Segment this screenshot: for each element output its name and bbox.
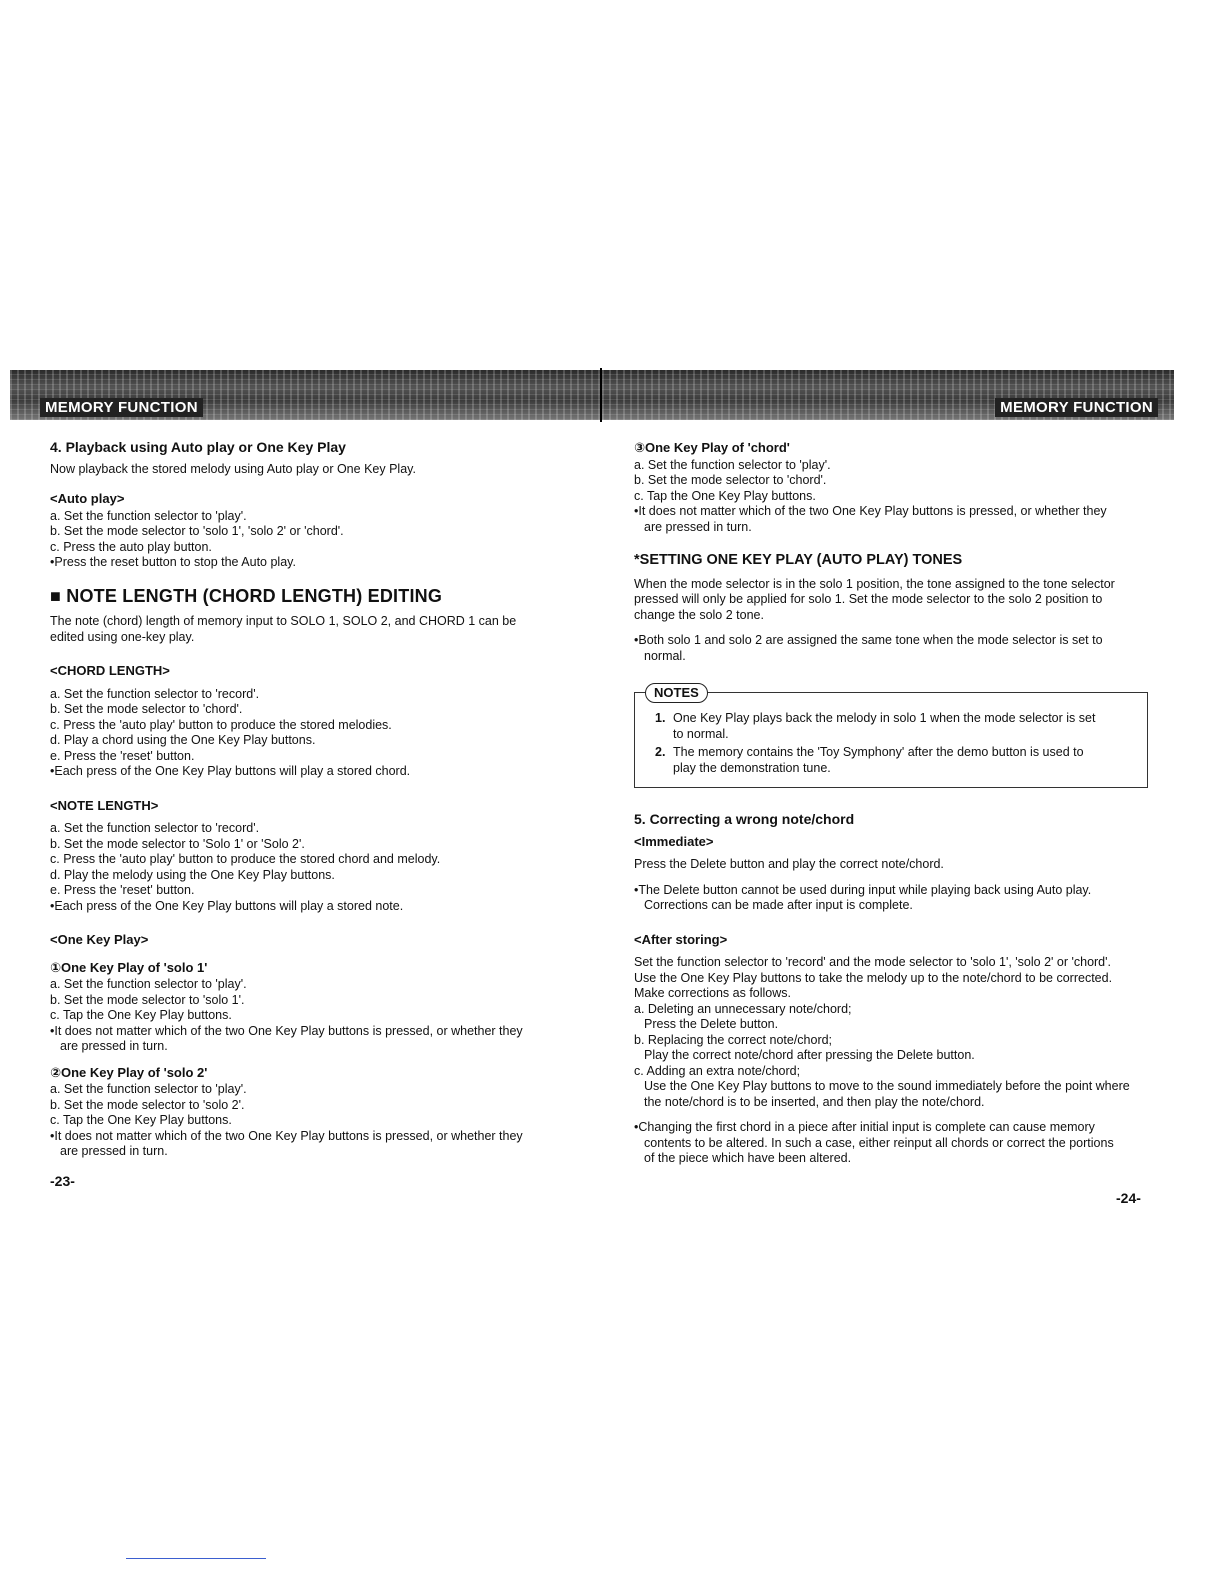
step: c. Tap the One Key Play buttons. [50,1113,232,1127]
step-note: •It does not matter which of the two One Key Play buttons is pressed, or whether they [634,504,1107,518]
step: d. Play the melody using the One Key Play buttons. [50,867,335,882]
step-note: •It does not matter which of the two One Key Play buttons is pressed, or whether they [50,1128,523,1143]
chord-okp-steps [634,458,1154,536]
note-length-steps [50,821,570,914]
text-line: Corrections can be made after input is complete. [644,898,913,912]
step: b. Set the mode selector to 'solo 1', 'solo 2' or 'chord'. [50,524,344,538]
immediate-note [634,883,1154,914]
step: a. Set the function selector to 'record'. [50,686,260,701]
note-number: 1. [655,711,666,725]
note-length-title: ■ NOTE LENGTH (CHORD LENGTH) EDITING [50,585,443,606]
step: a. Set the function selector to 'play'. [50,508,247,523]
note-length-heading: <NOTE LENGTH> [50,797,159,813]
step: c. Tap the One Key Play buttons. [634,488,816,503]
text-line: •Changing the first chord in a piece after initial input is complete can cause memory [634,1120,1095,1134]
step: a. Set the function selector to 'play'. [50,1082,247,1096]
section-4-title: 4. Playback using Auto play or One Key Play [50,439,346,455]
text-line: of the piece which have been altered. [644,1151,852,1165]
text-line: Use the One Key Play buttons to move to the sound immediately before the point where [644,1079,1130,1093]
text-line: •The Delete button cannot be used during input while playing back using Auto play. [634,882,1092,897]
immediate-text: Press the Delete button and play the correct note/chord. [634,857,944,871]
divider-line [126,1558,266,1559]
text-line: contents to be altered. In such a case, either reinput all chords or correct the portions [644,1135,1114,1150]
step-note: •Each press of the One Key Play buttons will play a stored chord. [50,764,411,778]
step: a. Deleting an unnecessary note/chord; [634,1001,852,1016]
section-4-intro: Now playback the stored melody using Auto play or One Key Play. [50,461,416,476]
step: b. Set the mode selector to 'solo 2'. [50,1097,245,1112]
step: c. Adding an extra note/chord; [634,1063,801,1078]
setting-tones-title: *SETTING ONE KEY PLAY (AUTO PLAY) TONES [634,552,963,568]
solo2-steps [50,1082,570,1160]
step: a. Set the function selector to 'play'. [634,457,831,472]
text-line: Press the Delete button. [644,1017,779,1031]
header-band-left [10,370,600,420]
text-line: Set the function selector to 'record' and the mode selector to 'solo 1', 'solo 2' or 'chord'. [634,955,1111,969]
step: a. Set the function selector to 'play'. [50,977,247,991]
note-number: 2. [655,745,666,759]
text-line: normal. [644,648,686,663]
chord-length-steps [50,687,570,780]
text-line: change the solo 2 tone. [634,607,764,622]
note-item [655,745,1133,776]
note-text: One Key Play plays back the melody in solo 1 when the mode selector is set [673,711,1096,725]
left-page [50,440,570,1160]
note-text: play the demonstration tune. [673,760,831,775]
text-line: Use the One Key Play buttons to take the melody up to the note/chord to be corrected. [634,970,1113,985]
chord-length-heading: <CHORD LENGTH> [50,663,170,678]
note-text: The memory contains the 'Toy Symphony' after the demo button is used to [673,745,1084,759]
step: b. Replacing the correct note/chord; [634,1032,833,1047]
notes-label: NOTES [645,683,708,703]
text-line: Make corrections as follows. [634,986,792,1000]
autoplay-steps [50,509,570,571]
solo2-heading: ②One Key Play of 'solo 2' [50,1064,208,1080]
note-item [655,711,1133,742]
step: e. Press the 'reset' button. [50,748,195,763]
text-line: the note/chord is to be inserted, and then play the note/chord. [644,1094,985,1109]
step-note: are pressed in turn. [60,1039,168,1053]
tones-note [634,633,1154,664]
step: c. Tap the One Key Play buttons. [50,1008,232,1022]
note-intro-line: The note (chord) length of memory input to SOLO 1, SOLO 2, and CHORD 1 can be [50,614,517,628]
step: b. Set the mode selector to 'solo 1'. [50,992,245,1007]
step: a. Set the function selector to 'record'. [50,821,260,835]
step: b. Set the mode selector to 'Solo 1' or 'Solo 2'. [50,836,305,851]
step: e. Press the 'reset' button. [50,883,195,897]
step: d. Play a chord using the One Key Play buttons. [50,733,316,747]
note-intro-line: edited using one-key play. [50,629,195,644]
solo1-heading: ①One Key Play of 'solo 1' [50,959,208,975]
step: c. Press the 'auto play' button to produce the stored chord and melody. [50,852,441,866]
chord-okp-heading: ③One Key Play of 'chord' [634,440,790,455]
after-storing-steps [634,955,1154,1110]
step-note: •Press the reset button to stop the Auto play. [50,555,296,569]
solo1-steps [50,977,570,1055]
step: b. Set the mode selector to 'chord'. [50,702,243,716]
page-number-right: -24- [1116,1190,1141,1206]
step-note: •Each press of the One Key Play buttons will play a stored note. [50,898,404,913]
section-label-left: MEMORY FUNCTION [40,398,203,417]
step: c. Press the 'auto play' button to produce the stored melodies. [50,717,392,732]
after-storing-heading: <After storing> [634,931,728,947]
immediate-heading: <Immediate> [634,833,714,849]
step-note: are pressed in turn. [60,1144,168,1158]
step-note: •It does not matter which of the two One Key Play buttons is pressed, or whether they [50,1023,523,1038]
tones-paragraph [634,577,1154,624]
text-line: Play the correct note/chord after pressing the Delete button. [644,1048,975,1062]
final-note [634,1120,1154,1167]
step: c. Press the auto play button. [50,539,212,554]
page-number-left: -23- [50,1173,75,1189]
text-line: •Both solo 1 and solo 2 are assigned the same tone when the mode selector is set to [634,633,1103,647]
text-line: When the mode selector is in the solo 1 position, the tone assigned to the tone selector [634,576,1115,591]
one-key-play-heading: <One Key Play> [50,932,149,947]
autoplay-heading: <Auto play> [50,491,125,506]
section-label-right: MEMORY FUNCTION [995,398,1158,417]
step-note: are pressed in turn. [644,519,752,534]
note-text: to normal. [673,726,729,741]
right-page [634,440,1154,1167]
text-line: pressed will only be applied for solo 1. Set the mode selector to the solo 2 position to [634,592,1103,606]
header-band-right [602,370,1174,420]
section-5-title: 5. Correcting a wrong note/chord [634,811,855,827]
notes-box [634,685,1148,788]
step: b. Set the mode selector to 'chord'. [634,473,827,487]
